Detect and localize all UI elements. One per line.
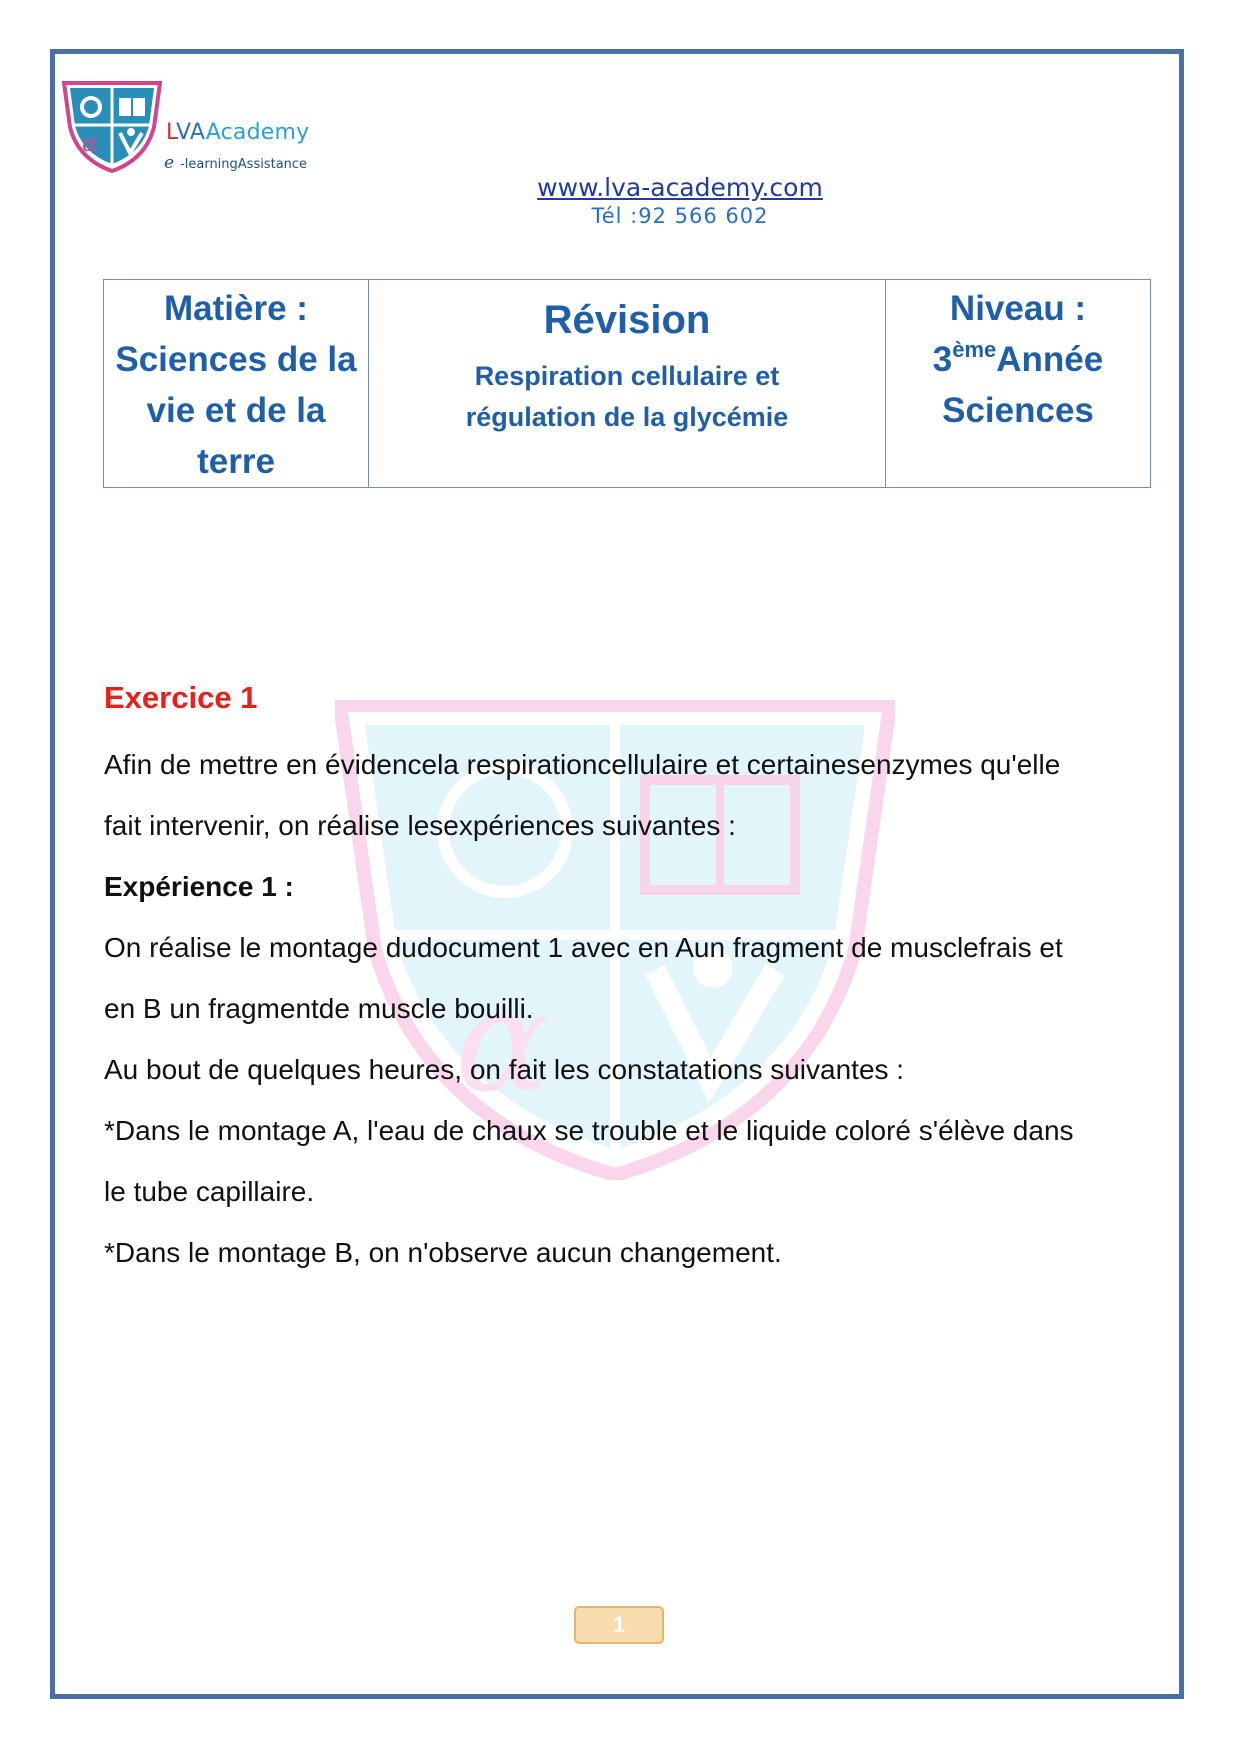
subject-value-line: terre: [197, 442, 275, 481]
level-value: 3èmeAnnée: [932, 337, 1104, 379]
exercise-intro-line: Afin de mettre en évidencela respirationcellulaire et certainesenzymes qu'elle: [104, 749, 1061, 780]
level-stream: Sciences: [942, 391, 1094, 430]
level-label: Niveau :: [949, 289, 1087, 328]
title-cell: [369, 280, 886, 488]
experiment-text-line: en B un fragmentde muscle bouilli.: [104, 993, 534, 1024]
experiment-text-line: *Dans le montage B, on n'observe aucun changement.: [104, 1237, 782, 1268]
experiment-text-line: On réalise le montage dudocument 1 avec en Aun fragment de musclefrais et: [104, 932, 1063, 963]
course-info-table: [103, 279, 1151, 488]
phone-number: Tél :92 566 602: [591, 204, 769, 228]
exercise-intro-line: fait intervenir, on réalise lesexpériences suivantes :: [104, 810, 736, 841]
subject-label: Matière :: [164, 289, 308, 328]
experiment-text-line: le tube capillaire.: [104, 1176, 315, 1207]
exercise-section: [104, 676, 1164, 1283]
svg-text:α: α: [82, 129, 99, 157]
experiment-title: Expérience 1 :: [104, 871, 294, 902]
page-number: 1: [574, 1606, 664, 1644]
website-link[interactable]: www.lva-academy.com: [537, 173, 823, 202]
experiment-text-line: Au bout de quelques heures, on fait les constatations suivantes :: [104, 1054, 905, 1085]
brand-tagline: e -learningAssistance: [164, 153, 308, 173]
subject-value-line: Sciences de la: [115, 340, 357, 379]
experiment-text-line: *Dans le montage A, l'eau de chaux se trouble et le liquide coloré s'élève dans: [104, 1115, 1074, 1146]
subject-cell: [104, 280, 369, 488]
level-cell: [886, 280, 1151, 488]
lva-academy-logo: [58, 79, 166, 173]
document-subtitle: Respiration cellulaire et régulation de la glycémie: [465, 361, 789, 432]
svg-text:α: α: [455, 961, 550, 1124]
subject-value-line: vie et de la: [146, 391, 326, 430]
brand-name: LVAAcademy: [166, 120, 310, 145]
document-title: Révision: [543, 298, 711, 342]
exercise-title: Exercice 1: [104, 680, 258, 715]
